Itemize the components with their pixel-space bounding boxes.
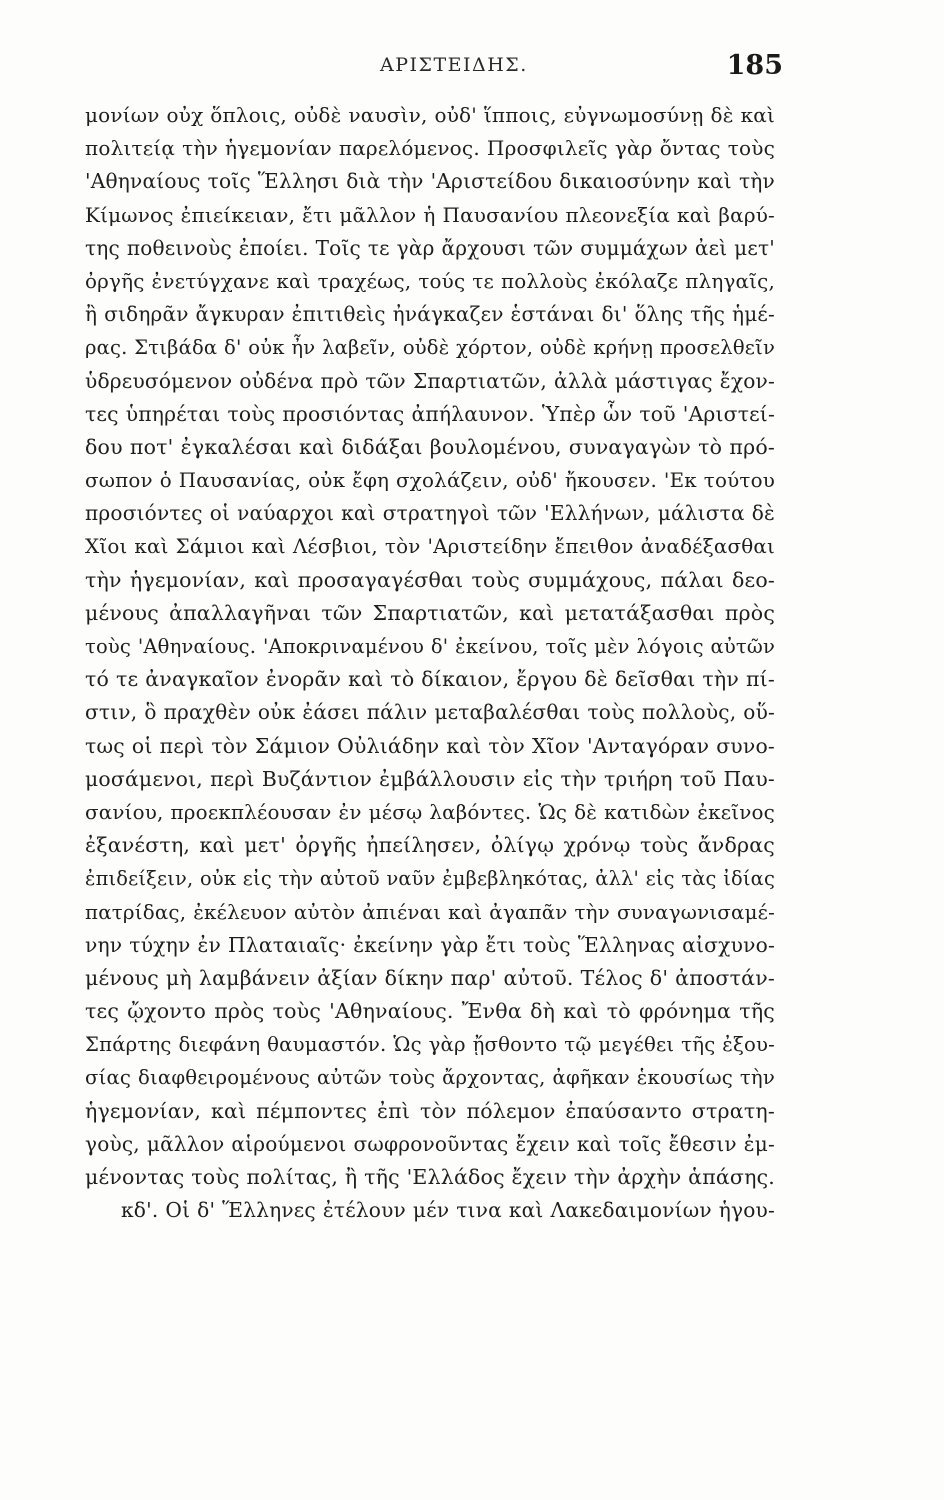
page-header	[80, 50, 783, 86]
text-line: τοὺς 'Αθηναίους. 'Αποκριναμένου δ' ἐκείνου, τοῖς μὲν λόγοις αὐτῶν	[85, 635, 775, 658]
text-line: Χῖοι καὶ Σάμιοι καὶ Λέσβιοι, τὸν 'Αριστείδην ἔπειθον ἀναδέξασθαι	[85, 535, 775, 559]
text-line: τως οἱ περὶ τὸν Σάμιον Οὐλιάδην καὶ τὸν Χῖον 'Ανταγόραν συνο-	[85, 733, 775, 758]
text-line: ὑδρευσόμενον οὐδένα πρὸ τῶν Σπαρτιατῶν, ἀλλὰ μάστιγας ἔχον-	[85, 368, 775, 393]
text-line: ὀργῆς ἐνετύγχανε καὶ τραχέως, τούς τε πολλοὺς ἐκόλαζε πληγαῖς,	[85, 269, 775, 293]
text-line: Σπάρτης διεφάνη θαυμαστόν. Ὡς γὰρ ᾔσθοντο τῷ μεγέθει τῆς ἐξου-	[85, 1033, 775, 1057]
text-line: της ποθεινοὺς ἐποίει. Τοῖς τε γὰρ ἄρχουσι τῶν συμμάχων ἀεὶ μετ'	[85, 235, 775, 260]
text-line: μένους μὴ λαμβάνειν ἀξίαν δίκην παρ' αὐτοῦ. Τέλος δ' ἀποστάν-	[85, 965, 775, 990]
text-line: ἢ σιδηρᾶν ἄγκυραν ἐπιτιθεὶς ἠνάγκαζεν ἑστάναι δι' ὅλης τῆς ἡμέ-	[85, 302, 775, 327]
text-line: τες ᾤχοντο πρὸς τοὺς 'Αθηναίους. Ἔνθα δὴ καὶ τὸ φρόνημα τῆς	[85, 999, 775, 1024]
text-line: τες ὑπηρέται τοὺς προσιόντας ἀπήλαυνον. Ὑπὲρ ὧν τοῦ 'Αριστεί-	[85, 401, 775, 426]
text-line: μοσάμενοι, περὶ Βυζάντιον ἐμβάλλουσιν εἰς τὴν τριήρη τοῦ Παυ-	[85, 766, 775, 791]
text-line: δου ποτ' ἐγκαλέσαι καὶ διδάξαι βουλομένου, συναγαγὼν τὸ πρό-	[85, 434, 775, 459]
text-line: σανίου, προεκπλέουσαν ἐν μέσῳ λαβόντες. Ὡς δὲ κατιδὼν ἐκεῖνος	[85, 800, 775, 824]
text-line: Κίμωνος ἐπιείκειαν, ἔτι μᾶλλον ἡ Παυσανίου πλεονεξία καὶ βαρύ-	[85, 202, 775, 227]
text-line: ἡγεμονίαν, καὶ πέμποντες ἐπὶ τὸν πόλεμον ἐπαύσαντο στρατη-	[85, 1098, 775, 1123]
text-line: ἐξανέστη, καὶ μετ' ὀργῆς ἠπείλησεν, ὀλίγῳ χρόνῳ τοὺς ἄνδρας	[85, 833, 775, 858]
text-line: μένους ἀπαλλαγῆναι τῶν Σπαρτιατῶν, καὶ μετατάξασθαι πρὸς	[85, 600, 775, 625]
text-line: 'Αθηναίους τοῖς Ἕλλησι διὰ τὴν 'Αριστείδου δικαιοσύνην καὶ τὴν	[85, 169, 775, 194]
text-line: ἐπιδείξειν, οὐκ εἰς τὴν αὐτοῦ ναῦν ἐμβεβληκότας, ἀλλ' εἰς τὰς ἰδίας	[85, 867, 775, 891]
text-line: πολιτείᾳ τὴν ἡγεμονίαν παρελόμενος. Προσφιλεῖς γὰρ ὄντας τοὺς	[85, 136, 775, 161]
running-head: ΑΡΙΣΤΕΙΔΗΣ.	[380, 54, 528, 76]
page-number: 185	[726, 50, 783, 81]
text-line: νην τύχην ἐν Πλαταιαῖς· ἐκείνην γὰρ ἔτι τοὺς Ἕλληνας αἰσχυνο-	[85, 932, 775, 957]
text-line: τὴν ἡγεμονίαν, καὶ προσαγαγέσθαι τοὺς συμμάχους, πάλαι δεο-	[85, 567, 775, 592]
text-line: μονίων οὐχ ὅπλοις, οὐδὲ ναυσὶν, οὐδ' ἵπποις, εὐγνωμοσύνῃ δὲ καὶ	[85, 103, 775, 127]
text-line: τό τε ἀναγκαῖον ἐνορᾶν καὶ τὸ δίκαιον, ἔργου δὲ δεῖσθαι τὴν πί-	[85, 667, 775, 692]
body-text	[85, 99, 775, 1227]
text-line: σίας διαφθειρομένους αὐτῶν τοὺς ἄρχοντας, ἀφῆκαν ἑκουσίως τὴν	[85, 1066, 775, 1090]
text-line: σωπον ὁ Παυσανίας, οὐκ ἔφη σχολάζειν, οὐδ' ἤκουσεν. 'Εκ τούτου	[85, 469, 775, 493]
text-line: γοὺς, μᾶλλον αἱρούμενοι σωφρονοῦντας ἔχειν καὶ τοῖς ἔθεσιν ἐμ-	[85, 1131, 775, 1156]
text-line: ρας. Στιβάδα δ' οὐκ ἦν λαβεῖν, οὐδὲ χόρτον, οὐδὲ κρήνῃ προσελθεῖν	[85, 336, 775, 360]
text-line: πατρίδας, ἐκέλευον αὐτὸν ἀπιέναι καὶ ἀγαπᾶν τὴν συναγωνισαμέ-	[85, 900, 775, 924]
text-line: στιν, ὃ πραχθὲν οὐκ ἐάσει πάλιν μεταβαλέσθαι τοὺς πολλοὺς, οὕ-	[85, 700, 775, 725]
section-start-line: κδ'. Οἱ δ' Ἕλληνες ἐτέλουν μέν τινα καὶ Λακεδαιμονίων ἡγου-	[121, 1198, 775, 1223]
text-line: προσιόντες οἱ ναύαρχοι καὶ στρατηγοὶ τῶν 'Ελλήνων, μάλιστα δὲ	[85, 501, 775, 526]
text-line: μένοντας τοὺς πολίτας, ἢ τῆς 'Ελλάδος ἔχειν τὴν ἀρχὴν ἁπάσης.	[85, 1165, 775, 1189]
